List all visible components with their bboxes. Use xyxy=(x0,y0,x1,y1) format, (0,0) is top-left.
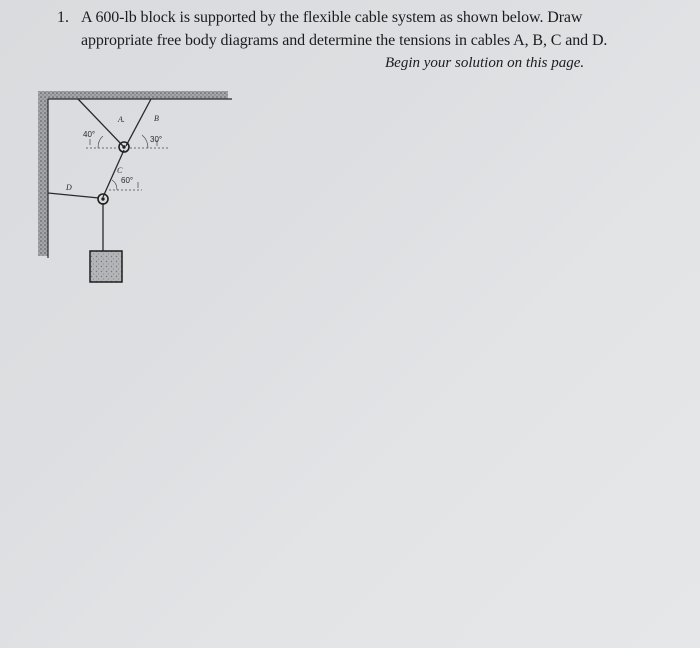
problem-statement-line-1: A 600-lb block is supported by the flexible cable system as shown below. Draw xyxy=(81,9,583,26)
angle-a-arc xyxy=(98,136,103,148)
angle-a-label: 40° xyxy=(83,130,96,139)
angle-c-arc xyxy=(112,180,117,190)
cable-a-label: A. xyxy=(118,115,125,124)
cable-d xyxy=(48,193,99,198)
wall-support xyxy=(38,91,48,256)
cable-c-label: C xyxy=(117,166,123,175)
problem-statement-line-2: appropriate free body diagrams and determine the tensions in cables A, B, C and D. xyxy=(81,32,608,49)
problem-number: 1. xyxy=(57,9,69,26)
cable-b-label: B xyxy=(154,114,159,123)
block-600-lb xyxy=(90,251,122,282)
angle-b-arc xyxy=(142,135,148,148)
cable-d-label: D xyxy=(66,183,72,192)
ceiling-support xyxy=(38,91,228,99)
solution-instruction: Begin your solution on this page. xyxy=(385,55,585,71)
cable-system-figure xyxy=(0,80,260,290)
angle-b-label: 30° xyxy=(150,135,163,144)
cable-b xyxy=(126,99,151,146)
angle-c-label: 60° xyxy=(121,176,134,185)
